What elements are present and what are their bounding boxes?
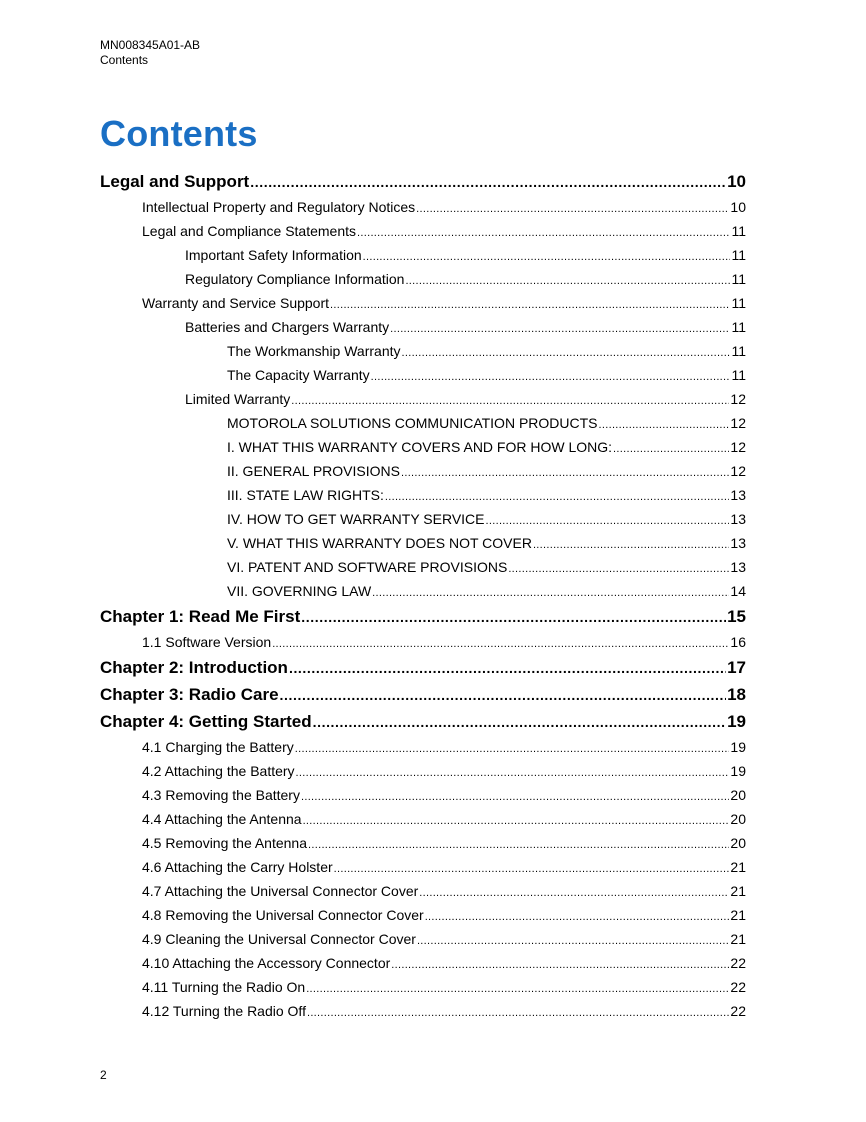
toc-entry-label: II. GENERAL PROVISIONS [227, 463, 400, 479]
toc-entry-page: 20 [730, 811, 746, 827]
toc-leader-dots [599, 413, 730, 437]
toc-entry-page: 22 [730, 979, 746, 995]
running-header [100, 38, 200, 68]
toc-entry-page: 11 [731, 343, 746, 359]
toc-leader-dots [280, 682, 727, 709]
toc-entry-page: 10 [730, 199, 746, 215]
toc-entry[interactable] [100, 195, 746, 219]
toc-entry-page: 11 [731, 319, 746, 335]
toc-entry-label: 4.12 Turning the Radio Off [142, 1003, 306, 1019]
toc-entry-page: 11 [731, 295, 746, 311]
toc-leader-dots [425, 905, 730, 929]
toc-entry-page: 17 [727, 658, 746, 677]
table-of-contents [100, 168, 746, 1023]
toc-leader-dots [372, 581, 729, 605]
toc-entry-label: Intellectual Property and Regulatory Notices [142, 199, 416, 215]
toc-entry[interactable] [100, 630, 746, 654]
toc-entry-page: 21 [730, 883, 746, 899]
toc-entry-label: Important Safety Information [185, 247, 362, 263]
toc-entry-page: 13 [730, 511, 746, 527]
toc-leader-dots [296, 761, 730, 785]
toc-leader-dots [390, 317, 730, 341]
toc-entry-label: 4.9 Cleaning the Universal Connector Cover [142, 931, 416, 947]
toc-entry-label: Batteries and Chargers Warranty [185, 319, 390, 335]
toc-leader-dots [419, 881, 729, 905]
toc-leader-dots [391, 953, 729, 977]
toc-entry[interactable] [100, 315, 746, 339]
toc-entry[interactable] [100, 579, 746, 603]
toc-entry[interactable] [100, 879, 746, 903]
toc-leader-dots [371, 365, 731, 389]
section-name: Contents [100, 53, 149, 67]
toc-entry-page: 20 [730, 787, 746, 803]
toc-entry-page: 22 [730, 1003, 746, 1019]
toc-entry[interactable] [100, 411, 746, 435]
toc-leader-dots [289, 655, 726, 682]
toc-entry-label: 4.11 Turning the Radio On [142, 979, 306, 995]
toc-entry-label: The Workmanship Warranty [227, 343, 401, 359]
toc-leader-dots [486, 509, 730, 533]
toc-entry-label: 1.1 Software Version [142, 634, 272, 650]
toc-entry-label: VII. GOVERNING LAW [227, 583, 372, 599]
toc-leader-dots [301, 785, 729, 809]
toc-entry-label: 4.1 Charging the Battery [142, 739, 294, 755]
toc-entry[interactable] [100, 927, 746, 951]
toc-entry-page: 10 [727, 172, 746, 191]
toc-entry-label: I. WHAT THIS WARRANTY COVERS AND FOR HOW LONG: [227, 439, 613, 455]
toc-entry-page: 19 [727, 712, 746, 731]
toc-entry[interactable] [100, 387, 746, 411]
toc-entry[interactable] [100, 435, 746, 459]
toc-entry-label: Legal and Compliance Statements [142, 223, 357, 239]
toc-entry-label: Chapter 4: Getting Started [100, 712, 312, 731]
toc-entry-page: 19 [730, 763, 746, 779]
toc-entry[interactable] [100, 339, 746, 363]
toc-leader-dots [301, 604, 726, 631]
page-title: Contents [100, 113, 258, 154]
toc-entry-label: MOTOROLA SOLUTIONS COMMUNICATION PRODUCTS [227, 415, 598, 431]
toc-leader-dots [307, 1001, 729, 1025]
toc-entry-page: 13 [730, 559, 746, 575]
toc-leader-dots [357, 221, 730, 245]
toc-entry-page: 11 [731, 367, 746, 383]
toc-entry-label: 4.3 Removing the Battery [142, 787, 300, 803]
toc-leader-dots [291, 389, 729, 413]
toc-entry-page: 19 [730, 739, 746, 755]
toc-leader-dots [303, 809, 730, 833]
toc-leader-dots [533, 533, 729, 557]
toc-entry-page: 12 [730, 415, 746, 431]
toc-entry-page: 13 [730, 535, 746, 551]
toc-entry[interactable] [100, 783, 746, 807]
page-number: 2 [100, 1068, 107, 1082]
toc-entry-label: Legal and Support [100, 172, 250, 191]
toc-entry[interactable] [100, 483, 746, 507]
toc-entry-page: 21 [730, 931, 746, 947]
toc-leader-dots [250, 169, 726, 196]
toc-entry-label: Chapter 3: Radio Care [100, 685, 279, 704]
toc-entry[interactable] [100, 831, 746, 855]
toc-entry[interactable] [100, 243, 746, 267]
toc-leader-dots [613, 437, 729, 461]
toc-entry[interactable] [100, 363, 746, 387]
toc-entry-label: 4.10 Attaching the Accessory Connector [142, 955, 391, 971]
toc-entry-page: 22 [730, 955, 746, 971]
toc-leader-dots [306, 977, 729, 1001]
toc-leader-dots [385, 485, 730, 509]
toc-chapter-entry[interactable] [100, 654, 746, 681]
toc-entry-label: 4.7 Attaching the Universal Connector Cover [142, 883, 419, 899]
toc-leader-dots [330, 293, 730, 317]
toc-entry-page: 12 [730, 439, 746, 455]
toc-chapter-entry[interactable] [100, 603, 746, 630]
toc-leader-dots [402, 341, 731, 365]
toc-entry-label: 4.5 Removing the Antenna [142, 835, 308, 851]
toc-entry-label: 4.4 Attaching the Antenna [142, 811, 302, 827]
toc-entry[interactable] [100, 555, 746, 579]
toc-entry-page: 11 [731, 247, 746, 263]
toc-leader-dots [295, 737, 730, 761]
toc-entry[interactable] [100, 903, 746, 927]
toc-entry-label: Chapter 1: Read Me First [100, 607, 301, 626]
toc-entry[interactable] [100, 219, 746, 243]
toc-entry-label: Limited Warranty [185, 391, 291, 407]
toc-entry-page: 12 [730, 463, 746, 479]
toc-chapter-entry[interactable] [100, 681, 746, 708]
toc-entry[interactable] [100, 291, 746, 315]
toc-entry-page: 21 [730, 859, 746, 875]
toc-entry-page: 12 [730, 391, 746, 407]
toc-entry-page: 16 [730, 634, 746, 650]
toc-entry[interactable] [100, 807, 746, 831]
toc-leader-dots [508, 557, 729, 581]
toc-entry-page: 15 [727, 607, 746, 626]
toc-leader-dots [417, 929, 729, 953]
toc-entry-label: Regulatory Compliance Information [185, 271, 405, 287]
toc-leader-dots [401, 461, 729, 485]
toc-leader-dots [334, 857, 730, 881]
toc-entry[interactable] [100, 759, 746, 783]
toc-entry[interactable] [100, 459, 746, 483]
toc-entry-label: IV. HOW TO GET WARRANTY SERVICE [227, 511, 485, 527]
toc-entry[interactable] [100, 267, 746, 291]
toc-entry-label: III. STATE LAW RIGHTS: [227, 487, 384, 503]
toc-entry-page: 20 [730, 835, 746, 851]
toc-entry-label: 4.6 Attaching the Carry Holster [142, 859, 333, 875]
toc-entry-label: Warranty and Service Support [142, 295, 330, 311]
toc-entry-label: V. WHAT THIS WARRANTY DOES NOT COVER [227, 535, 532, 551]
toc-entry[interactable] [100, 507, 746, 531]
toc-entry-label: Chapter 2: Introduction [100, 658, 288, 677]
toc-entry-label: 4.8 Removing the Universal Connector Cover [142, 907, 424, 923]
toc-entry[interactable] [100, 531, 746, 555]
toc-entry-page: 11 [731, 223, 746, 239]
toc-leader-dots [272, 632, 729, 656]
toc-entry[interactable] [100, 999, 746, 1023]
toc-entry[interactable] [100, 951, 746, 975]
toc-leader-dots [405, 269, 730, 293]
toc-leader-dots [313, 709, 726, 736]
toc-chapter-entry[interactable] [100, 708, 746, 735]
toc-entry-page: 21 [730, 907, 746, 923]
toc-entry-page: 13 [730, 487, 746, 503]
toc-entry-page: 11 [731, 271, 746, 287]
toc-entry-label: 4.2 Attaching the Battery [142, 763, 295, 779]
toc-entry[interactable] [100, 735, 746, 759]
toc-leader-dots [363, 245, 731, 269]
toc-chapter-entry[interactable] [100, 168, 746, 195]
toc-entry[interactable] [100, 855, 746, 879]
toc-entry[interactable] [100, 975, 746, 999]
toc-leader-dots [416, 197, 729, 221]
toc-entry-page: 18 [727, 685, 746, 704]
document-id: MN008345A01-AB [100, 38, 201, 52]
toc-entry-page: 14 [730, 583, 746, 599]
toc-entry-label: VI. PATENT AND SOFTWARE PROVISIONS [227, 559, 508, 575]
toc-leader-dots [308, 833, 729, 857]
toc-entry-label: The Capacity Warranty [227, 367, 370, 383]
